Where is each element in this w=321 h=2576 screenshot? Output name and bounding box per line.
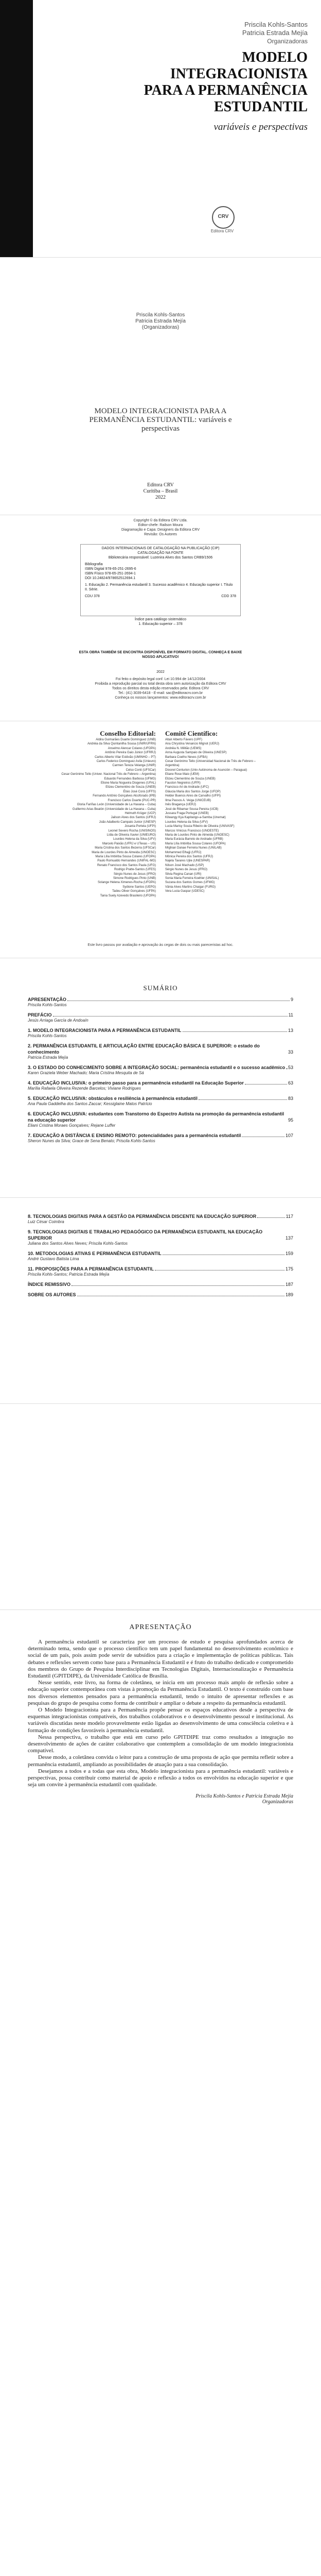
toc-entry[interactable] (28, 1132, 293, 1139)
councils-columns (51, 730, 270, 898)
cover-stripe (0, 0, 33, 258)
toc-entry-authors: Priscila Kohls-Santos; Patricia Estrada Mejía (28, 1272, 110, 1277)
toc-entry-title: SOBRE OS AUTORES (28, 1292, 76, 1297)
council-member: Barbara Coelho Neves (UFBA) (165, 755, 208, 759)
cdu-code: CDU 378 (85, 595, 100, 598)
council-member: Silvia Regina Canan (URI) (165, 872, 202, 876)
cover-author: Priscila Kohls-Santos (244, 21, 308, 28)
title-page-city: Curitiba – Brasil (143, 488, 178, 494)
council-member: Lourdes Helena da Silva (UFV) (165, 820, 208, 824)
publisher-tagline: Editora CRV (210, 229, 234, 233)
toc-page-number: 63 (288, 1080, 293, 1086)
council-member: Míghian Danae Ferreira Nunes (UNILAB) (165, 846, 222, 850)
toc-entry-title: 6. EDUCAÇÃO INCLUSIVA: estudantes com Transtorno do Espectro Autista na promoção da permanência estudantil na educação superior (28, 1111, 284, 1123)
councils-page (0, 721, 321, 958)
toc-entry-title: 2. PERMANÊNCIA ESTUDANTIL E ARTICULAÇÃO ENTRE EDUCAÇÃO BÁSICA E SUPERIOR: o estado do conhecimento (28, 1043, 260, 1055)
toc-page (0, 958, 321, 1198)
toc-page-number: 137 (285, 1235, 293, 1241)
scientific-committee-heading: Comitê Científico: (165, 730, 218, 737)
toc-leader (199, 1099, 287, 1100)
toc-entry[interactable] (28, 1027, 293, 1033)
cip-box (80, 544, 241, 616)
council-member: Leonel Severo Rocha (UNISINOS) (108, 829, 156, 833)
presentation-paragraph: Nessa perspectiva, o trabalho que está em curso pelo GPITDIPE traz como resultados a integração no desenvolvimento de ações de caráter colaborativo que contemplem a consolidação de um modelo integracionista compatível. (28, 1734, 293, 1754)
toc-entry-title: 1. MODELO INTEGRACIONISTA PARA A PERMANÊNCIA ESTUDANTIL (28, 1028, 182, 1033)
legal-line: Foi feito o depósito legal conf. Lei 10.994 de 14/12/2004 (115, 677, 206, 681)
council-member: Antônio Pereira Gaio Júnior (UFRRJ) (104, 751, 156, 755)
legal-line: Proibida a reprodução parcial ou total desta obra sem autorização da Editora CRV (95, 682, 226, 686)
toc-page-number: 117 (286, 1214, 293, 1219)
toc-list-continued (28, 1213, 293, 1298)
cip-subtitle: CATALOGAÇÃO NA FONTE (137, 551, 184, 555)
toc-entry-title: 4. EDUCAÇÃO INCLUSIVA: o primeiro passo para a permanência estudantil na Educação Superior (28, 1080, 244, 1086)
cip-line: DOI 10.24824/978652512694.1 (85, 577, 136, 580)
council-member: Fauston Negreiros (UFPI) (165, 782, 201, 785)
council-member: José de Ribamar Sousa Pereira (UCB) (165, 807, 219, 811)
toc-page-number: 189 (285, 1292, 293, 1297)
council-member: Guillermo Arias Beatón (Universidade de La Havana – Cuba) (72, 807, 156, 811)
cover-title (103, 49, 308, 115)
toc-page-number: 11 (288, 1012, 293, 1018)
council-member: Carlos Alberto Vilar Estêvão (UMINHO – PT) (95, 755, 156, 759)
council-member: Altair Alberto Fávero (UPF) (165, 738, 203, 741)
copyright-year: 2022 (156, 670, 165, 674)
cdd-code: CDD 378 (221, 595, 236, 598)
cip-line: ISBN Digital 978-65-251-2695-6 (85, 567, 136, 571)
toc-entry-title: 5. EDUCAÇÃO INCLUSIVA: obstáculos e resiliência à permanência estudantil (28, 1096, 198, 1101)
cover-author: Patricia Estrada Mejía (242, 29, 308, 37)
council-member: Suzana dos Santos Gomes (UFMG) (165, 881, 215, 885)
toc-entry-authors: Juliana dos Santos Alves Neves; Priscila Kohls-Santos (28, 1241, 128, 1246)
copyright-line: Copyright © da Editora CRV Ltda. (133, 519, 188, 522)
council-member: Marcos Vinicius Francisco (UNOESTE) (165, 829, 219, 833)
toc-heading: SUMÁRIO (143, 984, 178, 992)
council-member: Maria Eurácia Barreto de Andrade (UFRB) (165, 838, 223, 841)
review-line: Revisão: Os Autores (144, 533, 177, 536)
toc-entry-authors: Priscila Kohls-Santos (28, 1003, 67, 1007)
council-member: Maria de Lourdes Pinto de Almeida (UNOESC) (165, 833, 229, 837)
editorial-council-heading: Conselho Editorial: (100, 730, 156, 737)
council-member: Elione Maria Nogueira Diogenes (UFAL) (100, 782, 156, 785)
toc-page-number: 175 (285, 1266, 293, 1272)
toc-list (28, 996, 293, 1144)
cover-title-line: INTEGRACIONISTA (170, 66, 308, 82)
toc-entry-authors: André Gustavo Batista Lima (28, 1257, 79, 1261)
toc-entry-title: 10. METODOLOGIAS ATIVAS E PERMANÊNCIA ESTUDANTIL (28, 1251, 162, 1256)
toc-page-continued (0, 1198, 321, 1404)
toc-entry-title: ÍNDICE REMISSIVO (28, 1282, 71, 1287)
council-member: Mônica Pereira dos Santos (UFRJ) (165, 855, 213, 858)
council-member: Helmuth Krüger (UCP) (124, 811, 156, 815)
blank-page (0, 1404, 321, 1610)
toc-entry[interactable] (28, 1095, 293, 1101)
legal-block (0, 677, 321, 700)
cover-title-line: MODELO (242, 49, 308, 65)
presentation-paragraph: Desejamos a todos e a todas que esta obra, Modelo integracionista para a permanência estudantil: variáveis e perspectivas, possa contribuir como material de apoio e reflexão a todos os envolvidos na educação superior e que seja um convite à permanência estudantil com qualidade. (28, 1768, 293, 1788)
legal-line: Conheça os nossos lançamentos: www.editoracrv.com.br (115, 696, 206, 700)
toc-leader (72, 1285, 284, 1286)
copyright-page (0, 515, 321, 721)
council-member: Rodrigo Pratte-Santos (UFES) (114, 868, 156, 872)
title-page-year: 2022 (155, 495, 166, 500)
toc-entry[interactable] (28, 1213, 293, 1219)
toc-entry-authors: Priscila Kohls-Santos (28, 1033, 67, 1038)
cip-line: 1. Educação 2. Permanência estudantil 3. Sucesso acadêmico 4. Educação superior I. Título II. Série. (85, 583, 233, 591)
toc-page-number: 187 (285, 1282, 293, 1287)
cip-line: Bibliografia (85, 563, 103, 566)
council-member: Sérgio Nunes de Jesus (IFRO) (113, 872, 156, 876)
council-member: Fernando Antônio Gonçalves Alcoforado (IPB) (93, 794, 156, 798)
toc-entry[interactable] (28, 1064, 293, 1071)
council-member: Francisco Carlos Duarte (PUC-PR) (108, 799, 156, 802)
council-member: Gláucia Maria dos Santos Jorge (UFOP) (165, 790, 221, 793)
copyright-header (0, 518, 321, 537)
council-member: Vera Lucia Gaspar (UDESC) (165, 890, 205, 893)
cover-role: Organizadoras (267, 38, 308, 45)
toc-page-number: 33 (288, 1049, 293, 1055)
signature-role: Organizadoras (262, 1799, 293, 1805)
cip-body (81, 560, 240, 601)
toc-entry-authors: Sheron Nunes da Silva; Grace de Sena Benato; Priscila Kohls-Santos (28, 1139, 155, 1143)
council-member: Gloria Fariñas León (Universidade de La Havana – Cuba) (77, 803, 156, 807)
council-member: Ana Chrystina Venancio Mignot (UERJ) (165, 742, 220, 746)
peer-review-note: Este livro passou por avaliação e aprovação às cegas de dois ou mais pareceristas ad hoc. (87, 943, 234, 947)
toc-entry-title: 8. TECNOLOGIAS DIGITAIS PARA A GESTÃO DA PERMANÊNCIA DISCENTE NA EDUCAÇÃO SUPERIOR (28, 1214, 257, 1219)
cover-authors (242, 21, 308, 45)
toc-entry-authors: Ana Paula Gaddelha dos Santos Zaccar; Kessiglaine Matos Patrício (28, 1101, 152, 1106)
council-member: Eliane Rose Maio (UEM) (165, 773, 200, 776)
council-member: Maria Lília Imbiriba Sousa Colares (UFOPA) (95, 855, 156, 858)
council-member: Mohammed Elhajji (UFRJ) (165, 851, 202, 854)
council-member: Helder Buenos Aires de Carvalho (UFPI) (165, 794, 221, 798)
toc-entry-title: 7. EDUCAÇÃO A DISTÂNCIA E ENSINO REMOTO: potencialidades para a permanência estudantil (28, 1133, 241, 1138)
council-member: Najela Tavares Ujiie (UNESPAR) (165, 859, 210, 863)
toc-entry[interactable] (28, 1250, 293, 1257)
council-member: Élsio José Corá (UFFS) (123, 790, 156, 793)
presentation-heading: APRESENTAÇÃO (129, 1623, 192, 1631)
toc-entry[interactable] (28, 996, 293, 1003)
crv-logo-text: CRV (218, 214, 229, 219)
scientific-committee-list (165, 738, 270, 894)
editor-line: Editor-chefe: Railson Moura (138, 523, 183, 527)
scientific-committee (165, 730, 270, 898)
council-member: Cesar Gerónimo Tello (Universidad Nacional de Três de Febrero – Argentina) (165, 760, 256, 768)
council-member: Vânia Alves Martins Chaigar (FURG) (165, 885, 216, 889)
crv-logo-icon (212, 206, 235, 229)
toc-entry-authors: Marília Rafaela Oliveira Rezende Barcelos; Viviane Rodrigues (28, 1086, 141, 1091)
toc-entry[interactable] (28, 1281, 293, 1287)
half-title-author: Patricia Estrada Mejía (135, 318, 186, 324)
cip-index (0, 617, 321, 626)
toc-page-number: 107 (285, 1133, 293, 1138)
presentation-signature (28, 1793, 293, 1805)
toc-entry-title: APRESENTAÇÃO (28, 997, 66, 1002)
signature-names: Priscila Kohls-Santos e Patricia Estrada Mejía (195, 1793, 293, 1800)
toc-entry-title: 9. TECNOLOGIAS DIGITAIS E TRABALHO PEDAGÓGICO DA PERMANÊNCIA ESTUDANTIL NA EDUCAÇÃO SUPERIOR (28, 1229, 263, 1241)
council-member: Maria Cristina dos Santos Bezerra (UFSCar) (95, 846, 156, 850)
cover-title-line: ESTUDANTIL (213, 99, 308, 115)
toc-page-number: 159 (285, 1251, 293, 1256)
council-member: Sérgio Nunes de Jesus (IFRO) (165, 868, 208, 872)
title-page-imprint (0, 482, 321, 501)
council-member: Jailson Alves dos Santos (UFRJ) (111, 816, 156, 820)
council-member: Maria Lília Imbiriba Sousa Colares (UFOPA) (165, 842, 226, 845)
council-member: Eduardo Fernandes Barbosa (UFMG) (104, 777, 156, 781)
council-member: Carlos Federico Dominguez Avila (Unieuro) (96, 760, 156, 764)
toc-page-number: 95 (288, 1117, 293, 1123)
council-member: Anna Augusta Sampaio de Oliveira (UNESP) (165, 751, 227, 755)
toc-entry-authors: Luiz César Coimbra (28, 1219, 64, 1224)
toc-entry[interactable] (28, 1043, 293, 1055)
council-member: Tadeu Oliver Gonçalves (UFPA) (112, 890, 156, 893)
toc-entry-title: 11. PROPOSIÇÕES PARA A PERMANÊNCIA ESTUDANTIL (28, 1266, 154, 1272)
diagram-line: Diagramação e Capa: Designers da Editora CRV (121, 528, 200, 532)
council-member: Lídia de Oliveira Xavier (UNIEURO) (106, 833, 156, 837)
council-member: Renato Francisco dos Santos Paula (UFG) (97, 863, 156, 867)
toc-entry-authors: Karen Graziela Weber Machado; Maria Cristina Mesquita de Sá (28, 1071, 144, 1075)
toc-page-number: 83 (288, 1096, 293, 1101)
presentation-paragraph: O Modelo Integracionista para a Permanência propõe pensar os espaços educativos desde a perspectiva de esquemas integracionistas compatíveis, dos trabalhos colaborativos e o desenvolvimento pessoal e institucional. As variáveis discutidas neste modelo provavelmente estão ligadas ao desenvolvimento de uma consciência coletiva e à formação de condições favoráveis à permanência estudantil. (28, 1707, 293, 1734)
presentation-paragraph: Nesse sentido, este livro, na forma de coletânea, se inicia em um processo mais amplo de reflexão sobre a educação superior contemporânea com vistas à promoção da Permanência Estudantil. O texto é construído com base nos diversos elementos pensados para a permanência estudantil, tendo o intuito de apresentar reflexões e as pesquisas do grupo de pesquisa como forma de contribuir e ampliar o debate a respeito da permanência estudantil. (28, 1680, 293, 1706)
council-member: Celso Conti (UFSCar) (126, 768, 156, 772)
index-item: 1. Educação superior – 378 (138, 622, 183, 626)
cip-classification (85, 594, 236, 599)
council-member: Jussara Fraga Portugal (UNEB) (165, 811, 209, 815)
council-member: Sydione Santos (UEPG) (122, 885, 156, 889)
toc-leader (257, 1217, 284, 1218)
council-member: Maria de Lourdes Pinto de Almeida (UNOESC) (92, 851, 156, 854)
council-member: Elizeu Clementino de Souza (UNEB) (165, 777, 216, 781)
title-page-publisher: Editora CRV (147, 482, 174, 488)
council-member: Elizeu Clementino de Souza (UNEB) (105, 786, 156, 789)
presentation-paragraph: A permanência estudantil se caracteriza por um processo de estudo e pesquisa aprofundados acerca de determinado tema, sendo que o processo científico tem um papel fundamental no desenvolvimento econômico e social de um país, pois assim pode servir de subsídios para a criação e implementação de políticas públicas. Tais debates e reflexões servem como base para a Permanência Estudantil e é fruto do trabalho dedicado e comprometido dos membros do Grupo de Pesquisa Interdisciplinar em Tecnologias Digitais, Internacionalização e Permanência Estudantil (GPITDIPE), da Universidade Católica de Brasília. (28, 1639, 293, 1680)
toc-page-number: 13 (288, 1028, 293, 1033)
cip-title: DADOS INTERNACIONAIS DE CATALOGAÇÃO NA PUBLICAÇÃO (CIP) (101, 547, 220, 550)
council-member: Sonia Maria Ferreira Koehler (UNISAL) (165, 877, 219, 880)
council-member: Simone Rodrigues Pinto (UNB) (113, 877, 156, 880)
cover-page (0, 0, 321, 258)
council-member: Francisco Ari de Andrade (UFC) (165, 786, 209, 789)
council-member: Lucia Marisy Souza Ribeiro de Oliveira (UNIVASF) (165, 825, 235, 828)
toc-entry[interactable] (28, 1229, 293, 1241)
toc-page-number: 9 (290, 997, 293, 1002)
council-member: Anselmo Alencar Colares (UFOPA) (108, 747, 156, 750)
toc-entry-authors: Jesús Arriaga García de Andoaín (28, 1018, 88, 1023)
council-member: Diosnel Centurion (Univ Autónoma de Asunción – Paraguai) (165, 768, 247, 772)
cip-librarian: Bibliotecária responsável: Luzenira Alves dos Santos CRB9/1506 (108, 556, 213, 560)
council-member: João Adalberto Campato Junior (UNESP) (99, 820, 156, 824)
council-member: Solange Helena Ximenes-Rocha (UFOPA) (98, 881, 156, 885)
toc-entry-authors: Eliani Cristina Moraes Gonçalves; Rejane Luffer (28, 1123, 116, 1128)
half-title-authors (0, 312, 321, 331)
toc-page-number: 53 (288, 1065, 293, 1070)
council-member: Marcelo Paixão (UFRJ e UTexas – US) (102, 842, 156, 845)
council-member: Ilma Passos A. Veiga (UNICEUB) (165, 799, 211, 802)
index-line: Índice para catálogo sistemático (135, 618, 186, 621)
cover-title-line: PARA A PERMANÊNCIA (144, 82, 308, 98)
toc-entry[interactable] (28, 1266, 293, 1272)
digital-notice: ESTA OBRA TAMBÉM SE ENCONTRA DISPONÍVEL EM FORMATO DIGITAL. CONHEÇA E BAIXE NOSSO APLICATIVO! (79, 651, 242, 659)
toc-entry-title: 3. O ESTADO DO CONHECIMENTO SOBRE A INTEGRAÇÃO SOCIAL: permanência estudantil e o sucesso acadêmico (28, 1065, 286, 1070)
presentation-page (0, 1610, 321, 2576)
council-member: Lourdes Helena da Silva (UFV) (113, 838, 156, 841)
legal-line: Todos os direitos desta edição reservados pela: Editora CRV (112, 687, 209, 690)
council-member: Aldira Guimarães Duarte Domínguez (UNB) (96, 738, 156, 741)
toc-leader (183, 1031, 287, 1032)
toc-entry[interactable] (28, 1080, 293, 1086)
toc-entry-authors: Patricia Estrada Mejía (28, 1055, 68, 1060)
presentation-paragraph: Desse modo, a coletânea convida o leitor para a construção de uma proposta de ação que permita refletir sobre a permanência estudantil, ampliando as possibilidades de atuação para a sua consolidação. (28, 1754, 293, 1768)
council-member: Josania Portela (UFPI) (124, 825, 156, 828)
editorial-council-list (51, 738, 156, 898)
toc-entry[interactable] (28, 1292, 293, 1298)
half-title-author: Priscila Kohls-Santos (136, 312, 185, 318)
council-member: Paulo Romualdo Hernandes (UNIFAL-MG) (97, 859, 156, 863)
council-member: Carmen Tereza Velanga (UNIR) (112, 764, 156, 768)
toc-entry[interactable] (28, 1012, 293, 1018)
legal-line: Tel.: (41) 3039-6418 - E-mail: sac@editoracrv.com.br (118, 691, 203, 695)
half-title-page (0, 258, 321, 515)
cover-subtitle: variáveis e perspectivas (213, 122, 308, 132)
title-page-title: MODELO INTEGRACIONISTA PARA A PERMANÊNCIA ESTUDANTIL: variáveis e perspectivas (89, 407, 232, 433)
editorial-council (51, 730, 156, 898)
council-member: Inês Bragança (UERJ) (165, 803, 197, 807)
council-member: Andréia da Silva Quintanilha Sousa (UNIR/UFRN) (87, 742, 156, 746)
council-member: Kilwangy Kya Kapitango-a-Samba (Unemat) (165, 816, 226, 820)
half-title-role: (Organizadoras) (141, 325, 180, 330)
cip-line: ISBN Físico 978-65-251-2694-1 (85, 572, 136, 575)
toc-entry-title: PREFÁCIO (28, 1012, 52, 1018)
council-member: Nilson José Machado (USP) (165, 863, 204, 867)
council-member: Andréia N. Militão (UEMS) (165, 747, 202, 750)
council-member: Tania Suely Azevedo Brasileiro (UFOPA) (100, 894, 156, 897)
toc-entry[interactable] (28, 1111, 293, 1123)
council-member: Cesar Gerónimo Tello (Univer. Nacional Três de Febrero – Argentina) (61, 773, 156, 776)
